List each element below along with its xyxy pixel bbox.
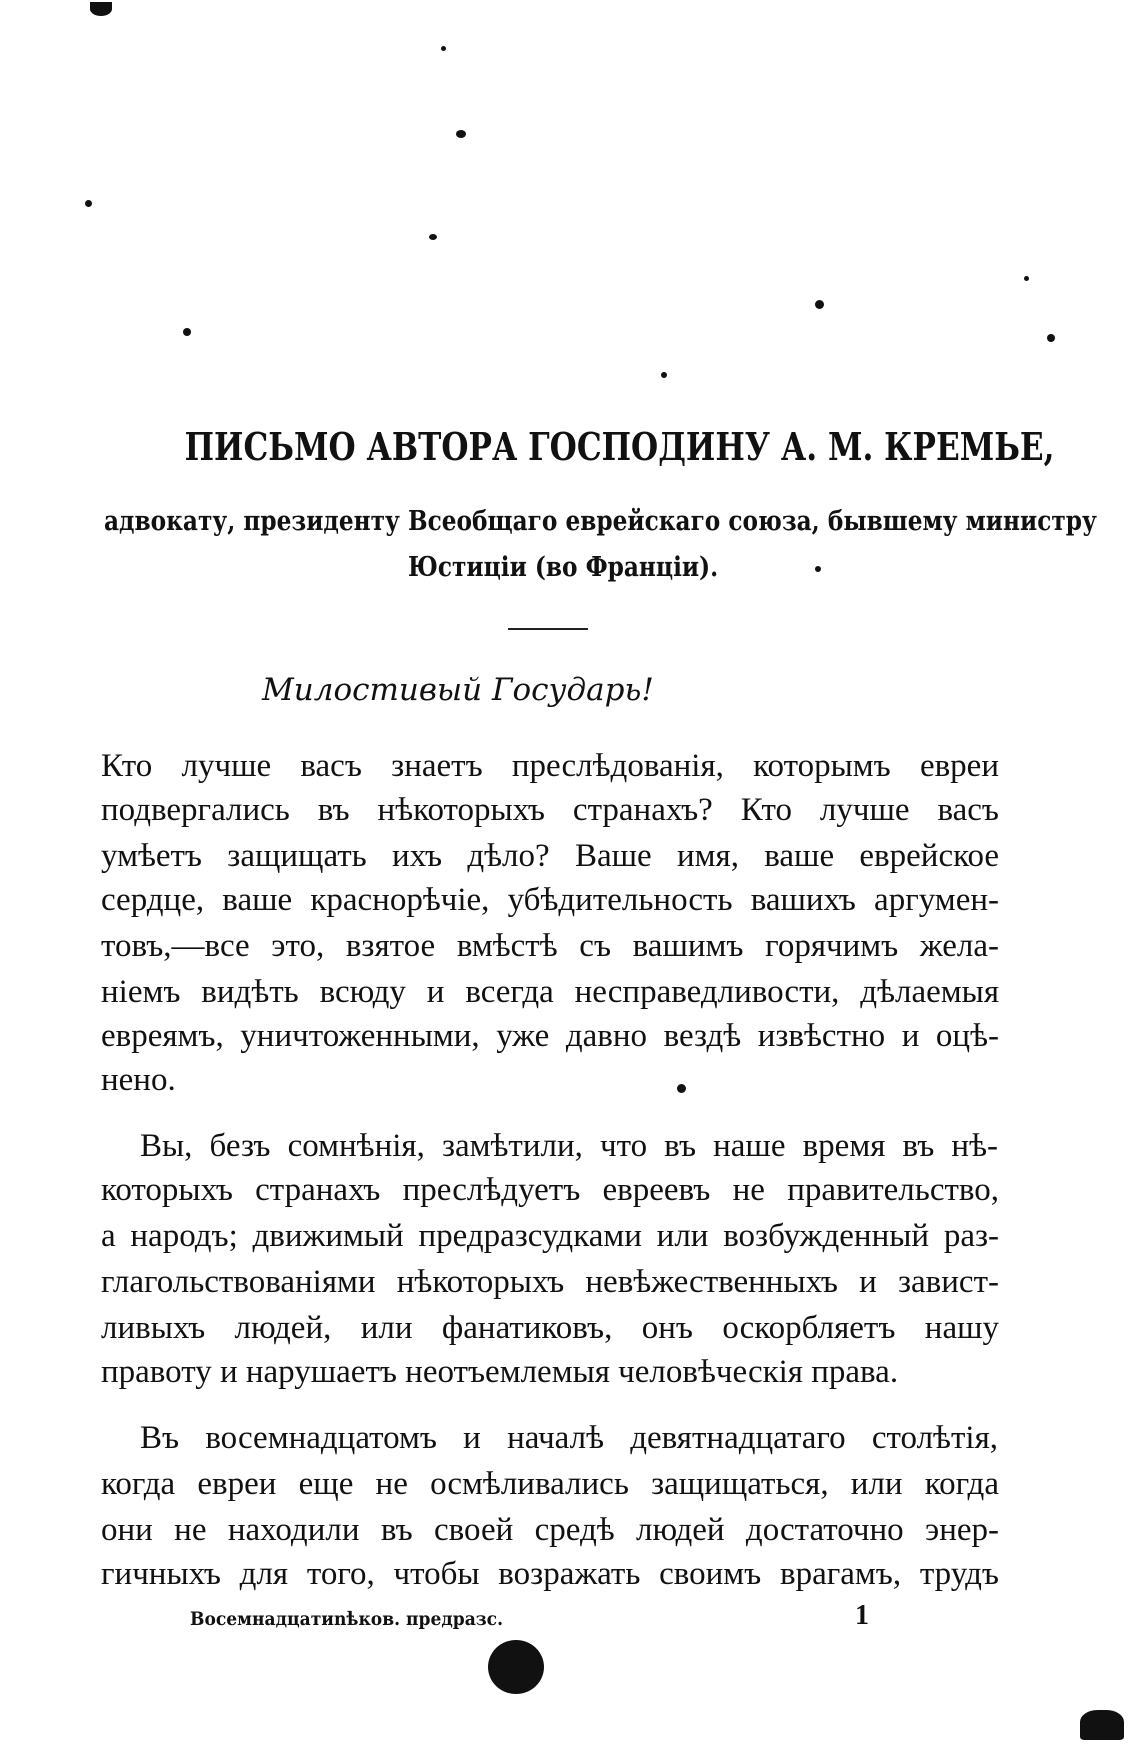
ink-blot	[488, 1640, 544, 1694]
ink-speck	[1024, 276, 1029, 281]
paragraph-2-line-2: которыхъ странахъ преслѣдуетъ евреевъ не правительство,	[101, 1172, 999, 1208]
ink-speck	[429, 234, 437, 240]
page-number: 1	[855, 1600, 869, 1631]
paragraph-2-line-3: а народъ; движимый предразсудками или возбужденный раз-	[101, 1218, 999, 1254]
section-divider	[508, 628, 588, 630]
ink-speck	[90, 2, 112, 16]
letter-subtitle-line-1: адвокату, президенту Всеобщаго еврейскаго союза, бывшему министру	[104, 506, 1097, 537]
paragraph-1-line-7: евреямъ, уничтоженными, уже давно вездѣ извѣстно и оцѣ-	[101, 1018, 999, 1054]
ink-speck	[815, 300, 824, 309]
ink-speck	[1080, 1710, 1124, 1740]
ink-speck	[85, 200, 92, 207]
paragraph-2-line-1: Вы, безъ сомнѣнія, замѣтили, что въ наше время въ нѣ-	[140, 1128, 998, 1164]
paragraph-3-line-2: когда евреи еще не осмѣливались защищаться, или когда	[101, 1466, 999, 1502]
ink-speck	[677, 1084, 686, 1093]
paragraph-1-line-4: сердце, ваше краснорѣчіе, убѣдительность вашихъ аргумен-	[101, 882, 999, 918]
ink-speck	[456, 130, 466, 138]
ink-speck	[815, 566, 821, 572]
letter-subtitle-line-2: Юстиціи (во Франціи).	[408, 552, 719, 583]
paragraph-1-line-5: товъ,—все это, взятое вмѣстѣ съ вашимъ горячимъ жела-	[101, 928, 999, 964]
ink-speck	[441, 46, 446, 51]
paragraph-1-line-3: умѣетъ защищать ихъ дѣло? Ваше имя, ваше еврейское	[101, 838, 999, 874]
paragraph-2-line-4: глагольствованіями нѣкоторыхъ невѣжественныхъ и завист-	[101, 1264, 999, 1300]
paragraph-1-line-2: подвергались въ нѣкоторыхъ странахъ? Кто лучше васъ	[101, 792, 999, 828]
letter-title: ПИСЬМО АВТОРА ГОСПОДИНУ А. М. КРЕМЬЕ,	[184, 424, 1055, 469]
running-footer-title: Восемнадцатиnѣков. предразс.	[190, 1608, 504, 1630]
paragraph-3-line-3: они не находили въ своей средѣ людей достаточно энер-	[101, 1512, 999, 1548]
paragraph-3-line-1: Въ восемнадцатомъ и началѣ девятнадцатаго столѣтія,	[140, 1420, 998, 1456]
paragraph-1-line-8: нено.	[101, 1062, 176, 1098]
paragraph-2-line-5: ливыхъ людей, или фанатиковъ, онъ оскорбляетъ нашу	[101, 1310, 999, 1346]
paragraph-1-line-6: ніемъ видѣть всюду и всегда несправедливости, дѣлаемыя	[101, 974, 999, 1010]
paragraph-3-line-4: гичныхъ для того, чтобы возражать своимъ врагамъ, трудъ	[101, 1556, 999, 1592]
paragraph-1-line-1: Кто лучше васъ знаетъ преслѣдованія, которымъ евреи	[101, 748, 999, 784]
ink-speck	[183, 328, 191, 336]
salutation: Милостивый Государь!	[262, 672, 654, 708]
paragraph-2-line-6: правоту и нарушаетъ неотъемлемыя человѣческія права.	[101, 1354, 899, 1390]
ink-speck	[1047, 334, 1055, 342]
ink-speck	[661, 372, 667, 378]
